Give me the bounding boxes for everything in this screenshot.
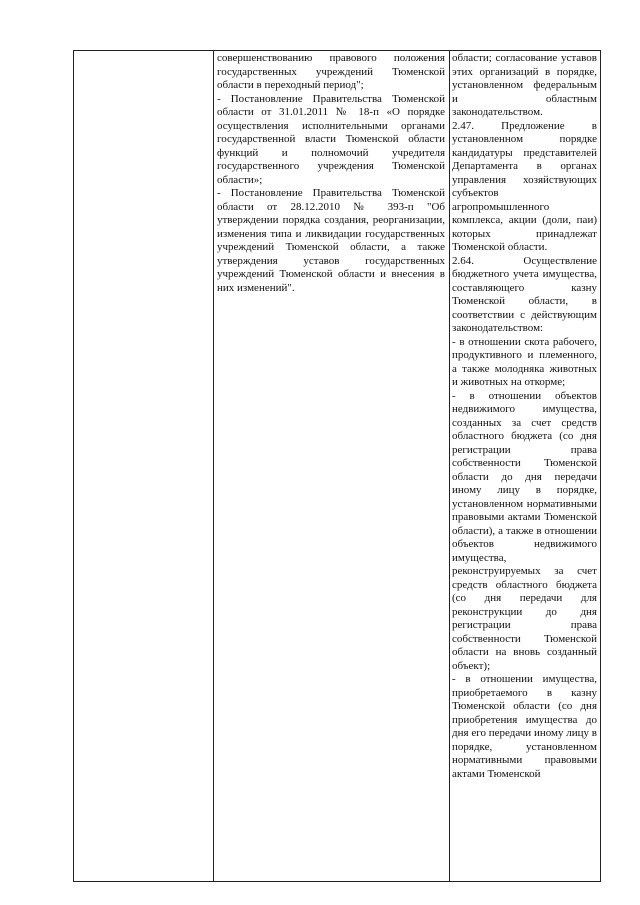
table-cell-middle [217,52,445,295]
cell-paragraph: области; согласование уставов этих организаций в порядке, установленном федеральным и областным законодательством. [452,52,597,118]
cell-paragraph: совершенствованию правового положения государственных учреждений Тюменской области в переходный период"; [217,52,445,91]
cell-paragraph: 2.64. Осуществление бюджетного учета имущества, составляющего казну Тюменской области, в соответствии с действующим законодательством: [452,254,597,334]
document-table [73,50,601,882]
cell-paragraph: - Постановление Правительства Тюменской области от 31.01.2011 № 18-п «О порядке осуществления исполнительными органами государственной власти Тюменской области функций и полномочий учредителя государственного учреждения Тюменской области»; [217,92,445,186]
column-divider [449,50,450,882]
table-left-border [73,50,74,882]
table-bottom-border [73,881,601,882]
table-cell-right [452,52,597,781]
table-top-border [73,50,601,51]
cell-paragraph: - в отношении скота рабочего, продуктивного и племенного, а также молодняка животных и животных на откорме; [452,335,597,388]
column-divider [213,50,214,882]
cell-paragraph: - Постановление Правительства Тюменской области от 28.12.2010 № 393-п "Об утверждении порядка создания, реорганизации, изменения типа и ликвидации государственных учреждений Тюменской области, а также утверждения уставов государственных учреждений Тюменской области и внесения в них изменений". [217,187,445,294]
cell-paragraph: - в отношении имущества, приобретаемого в казну Тюменской области (со дня приобретения имущества до дня его передачи иному лицу в порядке, установленном нормативными правовыми актами Тюменской [452,673,597,780]
cell-paragraph: - в отношении объектов недвижимого имущества, созданных за счет средств областного бюджета (со дня регистрации права собственности Тюменской области до дня передачи иному лицу в порядке, установленном нормативными правовыми актами Тюменской области), а также в отношении объектов недвижимого имущества, реконструируемых за счет средств областного бюджета (со дня передачи для реконструкции до дня регистрации права собственности Тюменской области на вновь созданный объект); [452,389,597,672]
cell-paragraph: 2.47. Предложение в установленном порядке кандидатуры представителей Департамента в органах управления хозяйствующих субъектов агропромышленного комплекса, акции (доли, паи) которых принадлежат Тюменской области. [452,119,597,253]
table-right-border [600,50,601,882]
